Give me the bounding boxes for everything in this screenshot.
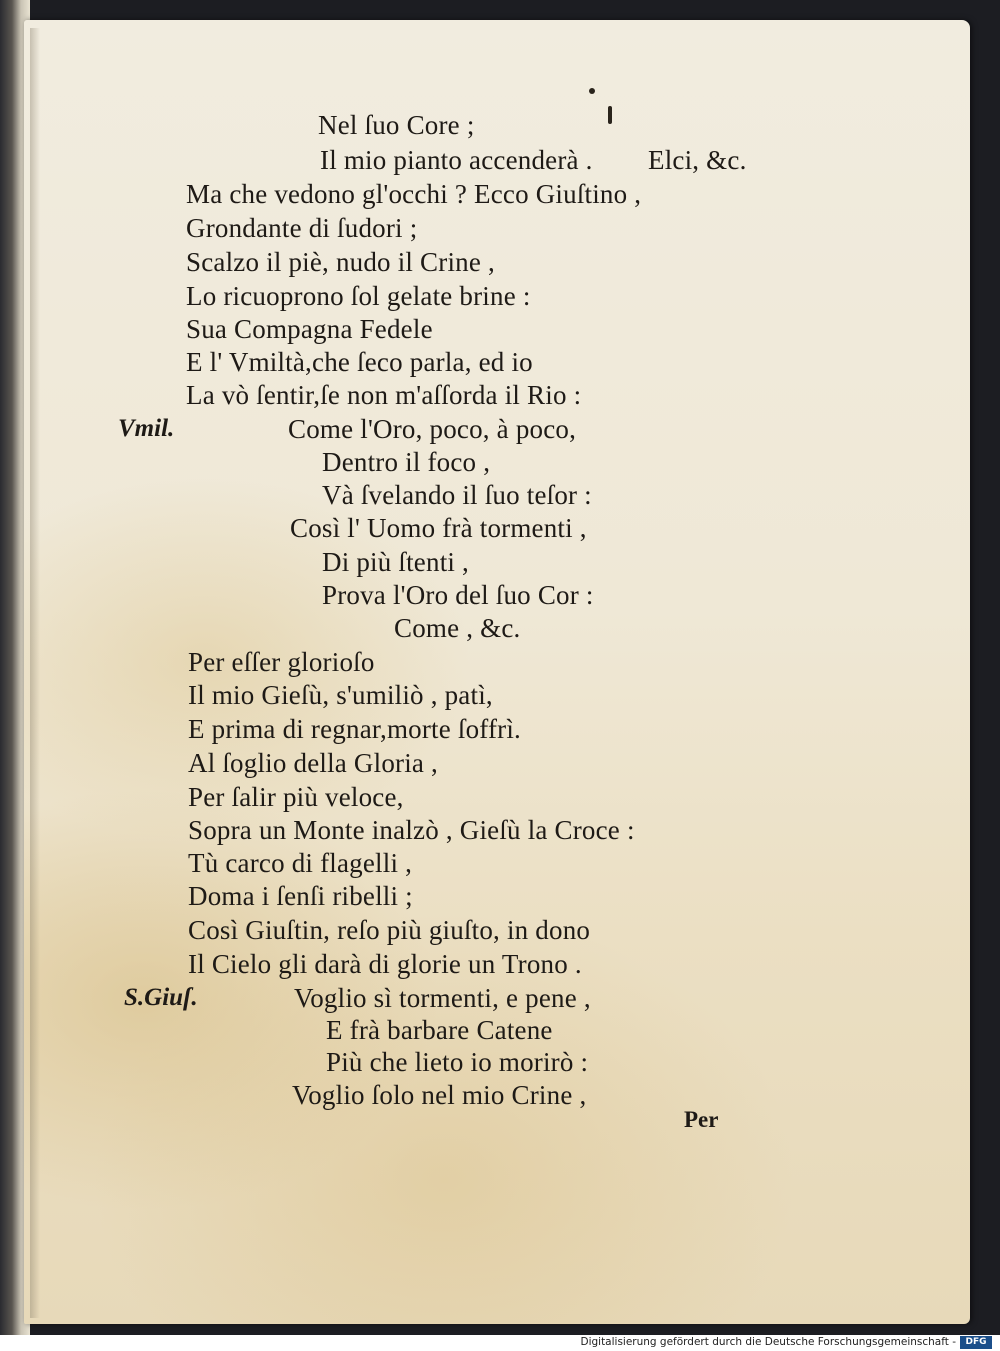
aria-line: Và ſvelando il ſuo teſor : bbox=[322, 480, 592, 510]
verse-line: E prima di regnar,morte ſoffrì. bbox=[188, 714, 522, 744]
aria-line: Voglio ſolo nel mio Crine , bbox=[292, 1080, 587, 1110]
ink-dot bbox=[589, 88, 595, 94]
speaker-label: S.Giuſ. bbox=[124, 984, 198, 1011]
verse-line: Così Giuſtin, reſo più giuſto, in dono bbox=[188, 915, 591, 945]
verse-line: Grondante di ſudori ; bbox=[186, 213, 418, 243]
verse-line: La vò ſentir,ſe non m'aſſorda il Rio : bbox=[186, 380, 582, 410]
verse-line: E l' Vmiltà,che ſeco parla, ed io bbox=[186, 347, 533, 377]
page-shadow bbox=[30, 28, 40, 1318]
verse-line: Nel ſuo Core ; bbox=[318, 110, 475, 140]
verse-line: Ma che vedono gl'occhi ? Ecco Giuſtino , bbox=[186, 179, 642, 209]
verse-line: Tù carco di flagelli , bbox=[188, 848, 413, 878]
book-page bbox=[24, 20, 970, 1324]
verse-line: Doma i ſenſi ribelli ; bbox=[188, 881, 413, 911]
verse-line: Il Cielo gli darà di glorie un Trono . bbox=[188, 949, 582, 979]
verse-line: Lo ricuoprono ſol gelate brine : bbox=[186, 281, 531, 311]
refrain-cue: Come , &c. bbox=[394, 613, 521, 643]
refrain-cue: Elci, &c. bbox=[648, 145, 747, 175]
aria-line: Così l' Uomo frà tormenti , bbox=[290, 513, 587, 543]
verse-line: Sua Compagna Fedele bbox=[186, 314, 433, 344]
verse-line: Il mio pianto accenderà . bbox=[320, 145, 593, 175]
dfg-logo: DFG bbox=[960, 1336, 992, 1349]
verse-line: Scalzo il piè, nudo il Crine , bbox=[186, 247, 495, 277]
verse-line: Sopra un Monte inalzò , Gieſù la Croce : bbox=[188, 815, 635, 845]
ink-mark bbox=[608, 106, 612, 124]
aria-line: E frà barbare Catene bbox=[326, 1015, 553, 1045]
verse-line: Al ſoglio della Gloria , bbox=[188, 748, 439, 778]
digitization-footer bbox=[0, 1335, 1000, 1351]
aria-line: Dentro il foco , bbox=[322, 447, 491, 477]
footer-credit: Digitalisierung gefördert durch die Deutsche Forschungsgemeinschaft - bbox=[580, 1336, 956, 1348]
verse-line: Il mio Gieſù, s'umiliò , patì, bbox=[188, 680, 493, 710]
verse-line: Per ſalir più veloce, bbox=[188, 782, 404, 812]
aria-line: Di più ſtenti , bbox=[322, 547, 469, 577]
speaker-label: Vmil. bbox=[118, 415, 175, 442]
aria-line: Come l'Oro, poco, à poco, bbox=[288, 414, 577, 444]
verse-line: Per eſſer glorioſo bbox=[188, 647, 375, 677]
aria-line: Prova l'Oro del ſuo Cor : bbox=[322, 580, 594, 610]
aria-line: Più che lieto io morirò : bbox=[326, 1047, 589, 1077]
catchword: Per bbox=[684, 1107, 719, 1132]
aria-line: Voglio sì tormenti, e pene , bbox=[294, 983, 591, 1013]
